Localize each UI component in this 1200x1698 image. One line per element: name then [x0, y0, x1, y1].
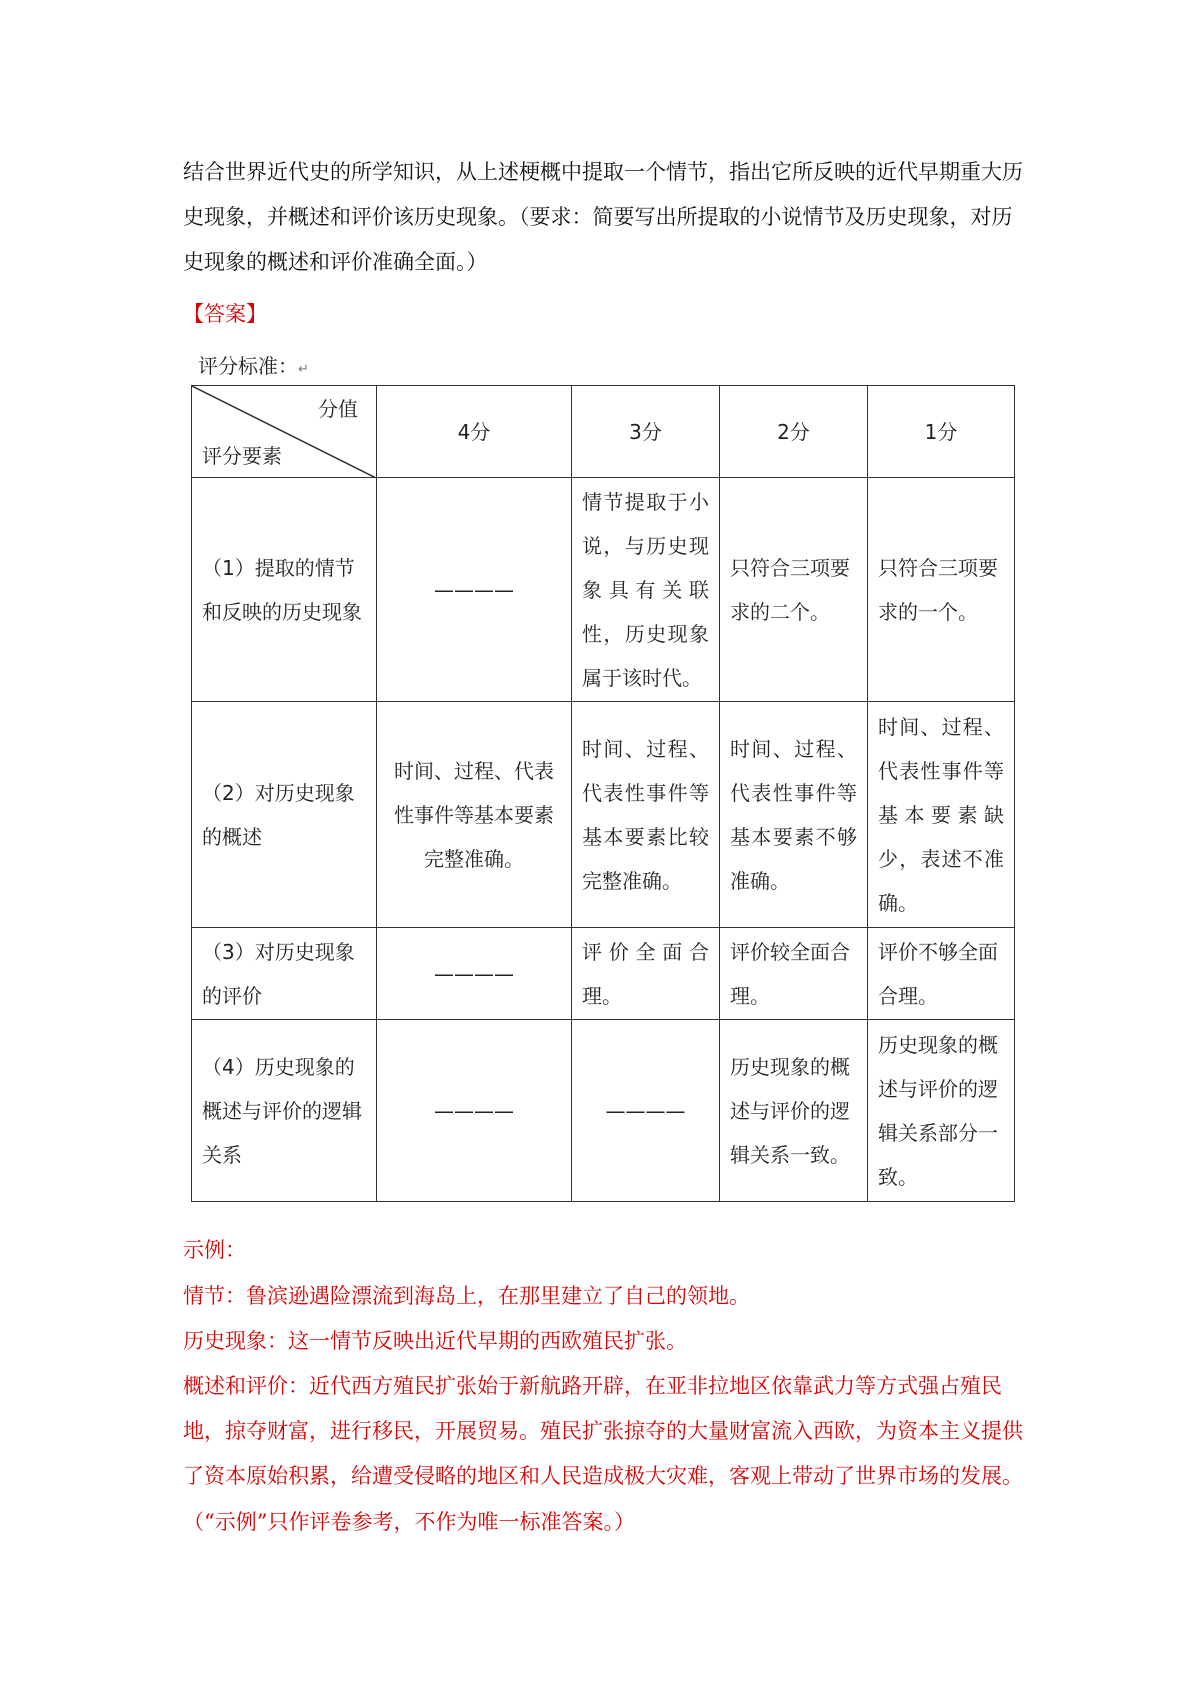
- score-cell: 情节提取于小说，与历史现象具有关联性，历史现象属于该时代。: [572, 478, 720, 702]
- table-header-row: [192, 386, 1015, 478]
- corner-cell: [192, 386, 377, 478]
- score-cell: 时间、过程、代表性事件等基本要素不够准确。: [720, 702, 868, 928]
- scoring-table: [191, 385, 1015, 1202]
- example-phenomenon: 历史现象：这一情节反映出近代早期的西欧殖民扩张。: [183, 1329, 687, 1353]
- header-1: 1分: [868, 386, 1015, 478]
- table-caption-text: 评分标准：: [198, 354, 298, 378]
- score-cell: ————: [377, 928, 572, 1020]
- header-4: 4分: [377, 386, 572, 478]
- table-row: [192, 478, 1015, 702]
- score-cell: 评价全面合理。: [572, 928, 720, 1020]
- example-plot: 情节：鲁滨逊遇险漂流到海岛上，在那里建立了自己的领地。: [183, 1284, 750, 1308]
- table-row: [192, 1020, 1015, 1202]
- example-note: （“示例”只作评卷参考，不作为唯一标准答案。）: [183, 1510, 635, 1534]
- criterion-cell: （2）对历史现象的概述: [192, 702, 377, 928]
- criterion-cell: （4）历史现象的概述与评价的逻辑关系: [192, 1020, 377, 1202]
- score-cell: 只符合三项要求的一个。: [868, 478, 1015, 702]
- corner-bottom-label: 评分要素: [202, 444, 282, 468]
- score-cell: 只符合三项要求的二个。: [720, 478, 868, 702]
- header-3: 3分: [572, 386, 720, 478]
- criterion-cell: （3）对历史现象的评价: [192, 928, 377, 1020]
- score-cell: 历史现象的概述与评价的逻辑关系部分一致。: [868, 1020, 1015, 1202]
- table-caption: 评分标准：↵: [198, 354, 309, 378]
- score-cell: ————: [377, 1020, 572, 1202]
- table-row: [192, 928, 1015, 1020]
- score-cell: 时间、过程、代表性事件等基本要素缺少，表述不准确。: [868, 702, 1015, 928]
- answer-label: 【答案】: [183, 302, 267, 326]
- score-cell: 时间、过程、代表性事件等基本要素完整准确。: [377, 702, 572, 928]
- table-row: [192, 702, 1015, 928]
- score-cell: 评价不够全面合理。: [868, 928, 1015, 1020]
- score-cell: ————: [572, 1020, 720, 1202]
- example-label: 示例：: [183, 1238, 246, 1262]
- criterion-cell: （1）提取的情节和反映的历史现象: [192, 478, 377, 702]
- example-evaluation: 概述和评价：近代西方殖民扩张始于新航路开辟，在亚非拉地区依靠武力等方式强占殖民地，掠夺财富，进行移民，开展贸易。殖民扩张掠夺的大量财富流入西欧，为资本主义提供了资本原始积累，给遭受侵略的地区和人民造成极大灾难，客观上带动了世界市场的发展。: [183, 1374, 1023, 1488]
- score-cell: 时间、过程、代表性事件等基本要素比较完整准确。: [572, 702, 720, 928]
- score-cell: 评价较全面合理。: [720, 928, 868, 1020]
- header-2: 2分: [720, 386, 868, 478]
- corner-top-label: 分值: [318, 397, 358, 421]
- score-cell: ————: [377, 478, 572, 702]
- question-text: 结合世界近代史的所学知识，从上述梗概中提取一个情节，指出它所反映的近代早期重大历史现象，并概述和评价该历史现象。（要求：简要写出所提取的小说情节及历史现象，对历史现象的概述和评价准确全面。）: [183, 160, 1023, 274]
- score-cell: 历史现象的概述与评价的逻辑关系一致。: [720, 1020, 868, 1202]
